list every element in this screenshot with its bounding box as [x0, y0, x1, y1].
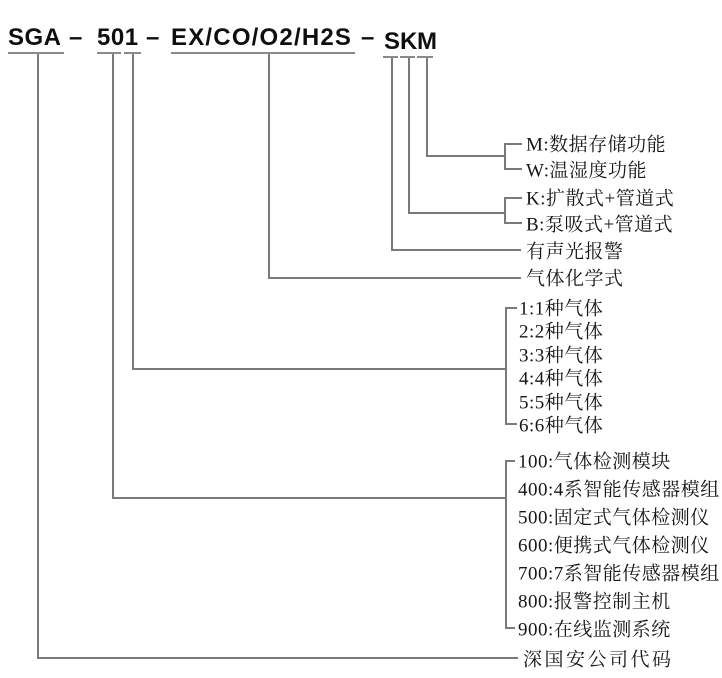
suffix-letter-k: K — [400, 28, 418, 55]
tree-line-formula-drop — [268, 54, 270, 278]
dash-1: – — [69, 24, 83, 51]
tree-line-series-drop — [112, 54, 114, 498]
model-prefix: SGA — [8, 24, 62, 51]
gas-count-option-6: 6:6种气体 — [519, 415, 604, 437]
connector-series — [112, 497, 505, 499]
model-gas-code: EX/CO/O2/H2S — [171, 24, 353, 51]
series-option-700: 700:7系智能传感器模组 — [518, 563, 720, 585]
underline-series-50 — [97, 52, 121, 54]
underline-prefix — [8, 52, 64, 54]
tree-line-s-drop — [391, 58, 393, 250]
bracket-spine-kb — [504, 197, 506, 224]
suffix-option-b: B:泵吸式+管道式 — [526, 214, 674, 236]
series-option-400: 400:4系智能传感器模组 — [518, 479, 720, 501]
gas-count-option-4: 4:4种气体 — [519, 368, 604, 390]
bracket-spine-series — [505, 460, 507, 629]
gas-count-option-1: 1:1种气体 — [519, 298, 604, 320]
series-option-100: 100:气体检测模块 — [518, 451, 671, 473]
tree-line-m-drop — [426, 58, 428, 156]
suffix-letter-s: S — [384, 28, 401, 55]
tick-gascount-bottom — [505, 423, 517, 425]
formula-label: 气体化学式 — [526, 268, 624, 290]
tick-b — [504, 222, 522, 224]
gas-count-option-2: 2:2种气体 — [519, 321, 604, 343]
tick-series-bottom — [505, 627, 515, 629]
company-code-label: 深国安公司代码 — [523, 649, 674, 671]
tick-k — [504, 197, 522, 199]
bracket-spine-mw — [504, 143, 506, 170]
bracket-spine-gascount — [505, 307, 507, 425]
dash-2: – — [146, 24, 160, 51]
tick-m — [504, 143, 522, 145]
connector-m — [426, 155, 504, 157]
tree-line-prefix-drop — [37, 54, 39, 658]
alarm-label: 有声光报警 — [526, 241, 624, 263]
connector-k — [408, 212, 504, 214]
series-option-800: 800:报警控制主机 — [518, 591, 671, 613]
model-series: 501 — [97, 24, 139, 51]
series-option-600: 600:便携式气体检测仪 — [518, 535, 710, 557]
series-option-500: 500:固定式气体检测仪 — [518, 507, 710, 529]
tick-gascount-top — [505, 307, 517, 309]
leader-formula — [268, 277, 521, 279]
suffix-letter-m: M — [417, 28, 438, 55]
connector-gascount — [132, 368, 505, 370]
underline-m — [417, 56, 433, 58]
suffix-option-k: K:扩散式+管道式 — [526, 188, 675, 210]
gas-count-option-5: 5:5种气体 — [519, 392, 604, 414]
tick-series-top — [505, 460, 515, 462]
leader-alarm — [391, 249, 521, 251]
tick-w — [504, 168, 522, 170]
tree-line-k-drop — [408, 58, 410, 213]
gas-count-option-3: 3:3种气体 — [519, 345, 604, 367]
series-option-900: 900:在线监测系统 — [518, 619, 671, 641]
tree-line-gascount-drop — [132, 54, 134, 369]
suffix-option-w: W:温湿度功能 — [526, 160, 648, 182]
dash-3: – — [361, 24, 375, 51]
underline-gas-code — [171, 52, 355, 54]
suffix-option-m: M:数据存储功能 — [526, 134, 667, 156]
leader-company — [37, 657, 518, 659]
